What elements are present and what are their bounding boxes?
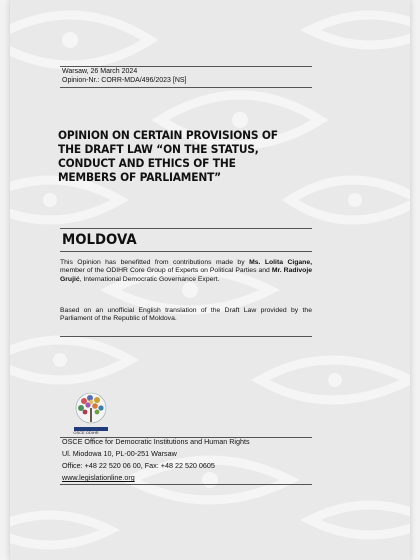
organization-address: Ul. Miodowa 10, PL-00-251 Warsaw [62,449,177,458]
translation-note: Based on an unofficial English translation of the Draft Law provided by the Parliament of the Republic of Moldova. [60,307,312,323]
footer-bottom-rule [60,484,312,485]
document-content [10,0,410,560]
country-heading: MOLDOVA [62,232,137,248]
body-bottom-rule [60,336,312,337]
document-footer [62,436,250,484]
contributors-middle-text: member of the ODIHR Core Group of Experts on Political Parties and [60,267,272,275]
organization-name: OSCE Office for Democratic Institutions and Human Rights [62,437,250,446]
organization-contact: Office: +48 22 520 06 00, Fax: +48 22 520 0605 [62,461,215,470]
date-line: Warsaw, 26 March 2024 [62,68,138,75]
expert-name-1: Ms. Lolita Cigane, [249,259,312,266]
contributors-intro-text: This Opinion has benefitted from contributions made by [60,259,250,266]
contributors-paragraph [60,259,312,284]
document-page [10,0,410,560]
document-header [62,68,187,85]
reference-number: Opinion-Nr.: CORR-MDA/496/2023 [NS] [62,76,187,84]
country-top-rule [60,228,312,229]
document-title: OPINION ON CERTAIN PROVISIONS OF THE DRAFT LAW “ON THE STATUS, CONDUCT AND ETHICS OF THE MEMBERS OF PARLIAMENT” [58,128,278,184]
header-top-rule [60,66,312,67]
country-bottom-rule [60,251,312,252]
emblem-caption: OSCE ODIHR [73,430,99,435]
website-link[interactable]: www.legislationline.org [62,473,135,482]
header-bottom-rule [60,87,312,88]
contributors-outro-text: , International Democratic Governance Expert. [79,275,220,283]
expert-name-2: Mr. Radivoje Grujić [60,267,312,283]
